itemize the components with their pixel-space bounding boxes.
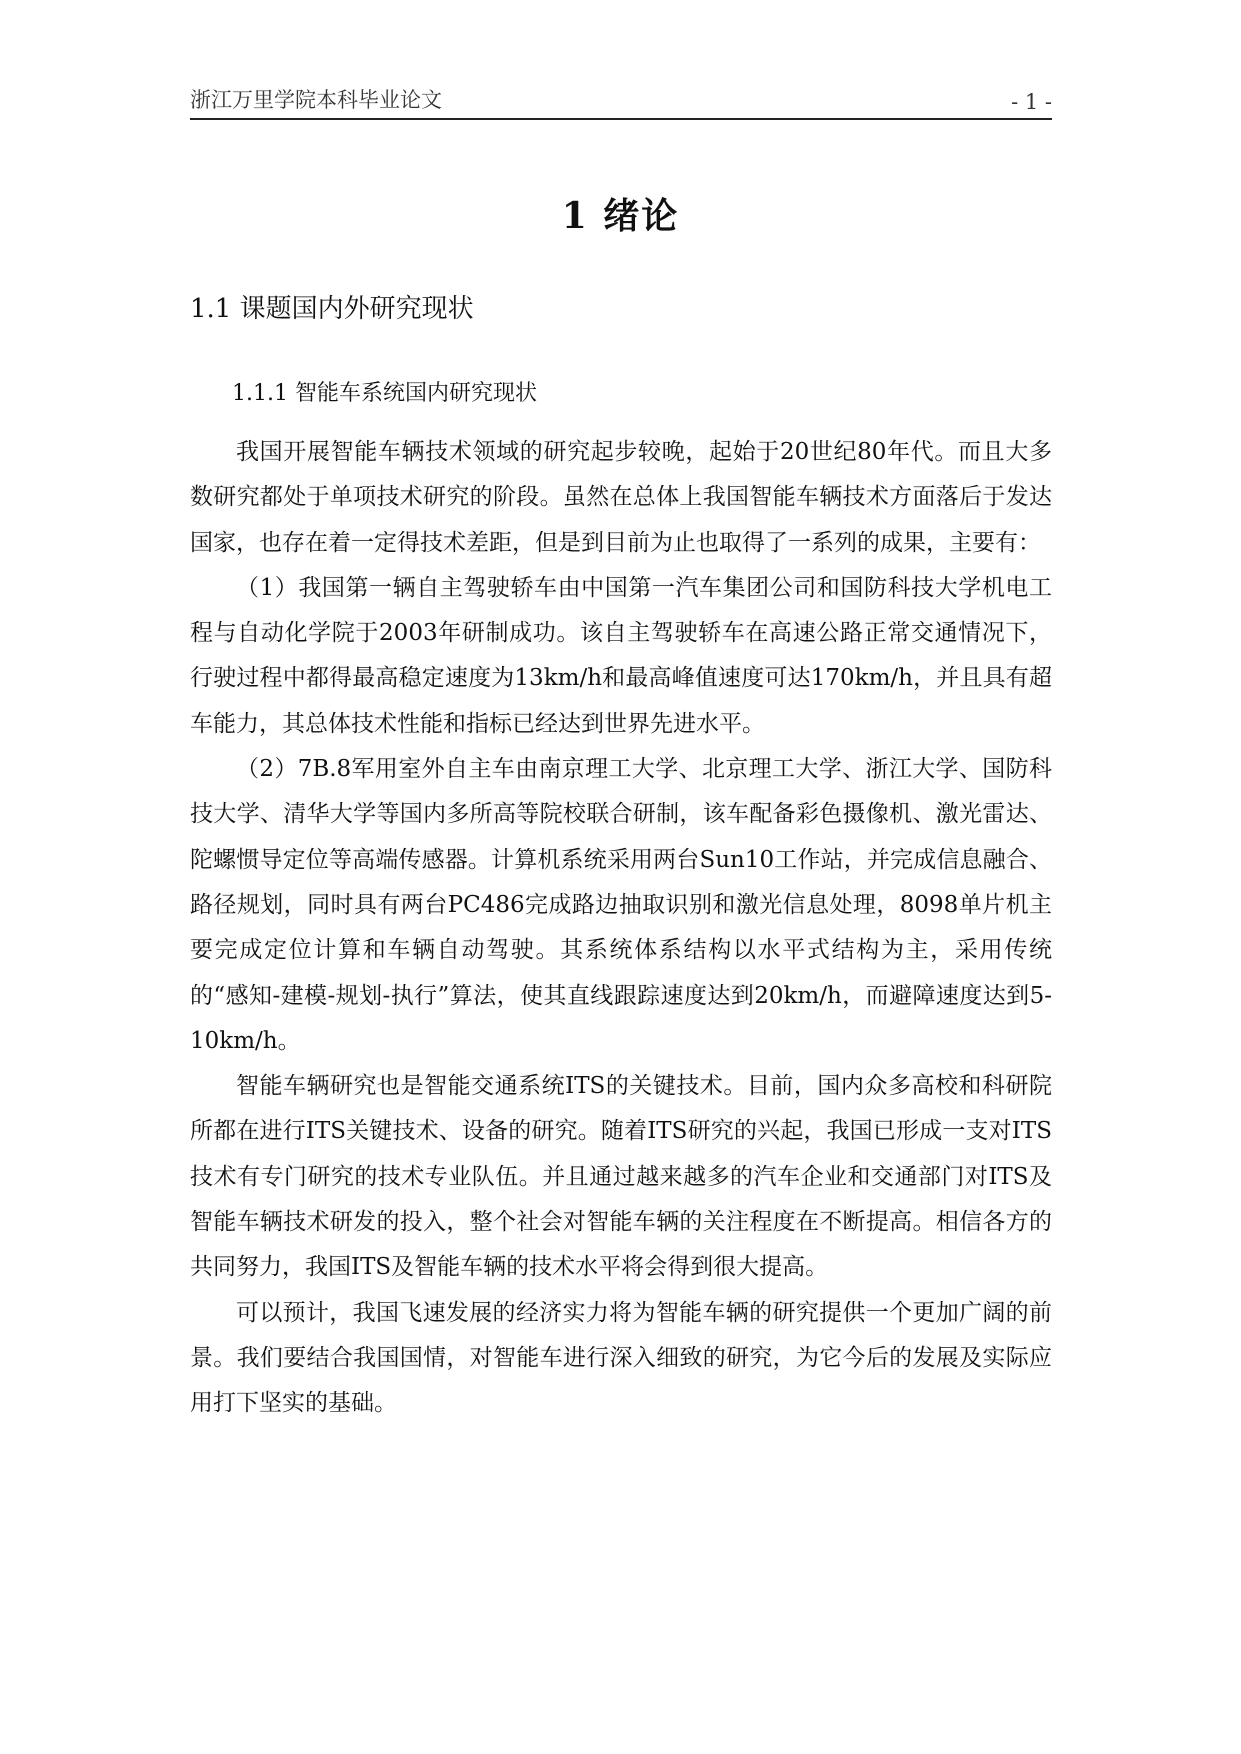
paragraph: （2）7B.8军用室外自主车由南京理工大学、北京理工大学、浙江大学、国防科技大学、清华大学等国内多所高等院校联合研制，该车配备彩色摄像机、激光雷达、陀螺惯导定位等高端传感器。计算机系统采用两台Sun10工作站，并完成信息融合、路径规划，同时具有两台PC486完成路边抽取识别和激光信息处理，8098单片机主要完成定位计算和车辆自动驾驶。其系统体系结构以水平式结构为主，采用传统的“感知-建模-规划-执行”算法，使其直线跟踪速度达到20km/h，而避障速度达到5-10km/h。 (190, 756, 1052, 1054)
subsection-heading: 1.1.1 智能车系统国内研究现状 (232, 381, 537, 406)
running-header (190, 86, 1052, 120)
paragraph: 我国开展智能车辆技术领域的研究起步较晚，起始于20世纪80年代。而且大多数研究都处于单项技术研究的阶段。虽然在总体上我国智能车辆技术方面落后于发达国家，也存在着一定得技术差距，但是到目前为止也取得了一系列的成果，主要有： (190, 439, 1052, 556)
paragraph: （1）我国第一辆自主驾驶轿车由中国第一汽车集团公司和国防科技大学机电工程与自动化学院于2003年研制成功。该自主驾驶轿车在高速公路正常交通情况下，行驶过程中都得最高稳定速度为13km/h和最高峰值速度可达170km/h，并且具有超车能力，其总体技术性能和指标已经达到世界先进水平。 (190, 574, 1052, 737)
header-title: 浙江万里学院本科毕业论文 (190, 88, 442, 112)
body-text (190, 430, 1052, 1427)
chapter-title: 1 绪论 (561, 195, 680, 237)
paragraph: 智能车辆研究也是智能交通系统ITS的关键技术。目前，国内众多高校和科研院所都在进行ITS关键技术、设备的研究。随着ITS研究的兴起，我国已形成一支对ITS技术有专门研究的技术专业队伍。并且通过越来越多的汽车企业和交通部门对ITS及智能车辆技术研发的投入，整个社会对智能车辆的关注程度在不断提高。相信各方的共同努力，我国ITS及智能车辆的技术水平将会得到很大提高。 (190, 1073, 1052, 1281)
section-heading: 1.1 课题国内外研究现状 (190, 294, 474, 324)
paragraph: 可以预计，我国飞速发展的经济实力将为智能车辆的研究提供一个更加广阔的前景。我们要结合我国国情，对智能车进行深入细致的研究，为它今后的发展及实际应用打下坚实的基础。 (190, 1299, 1052, 1417)
page-number: - 1 - (1011, 90, 1052, 114)
